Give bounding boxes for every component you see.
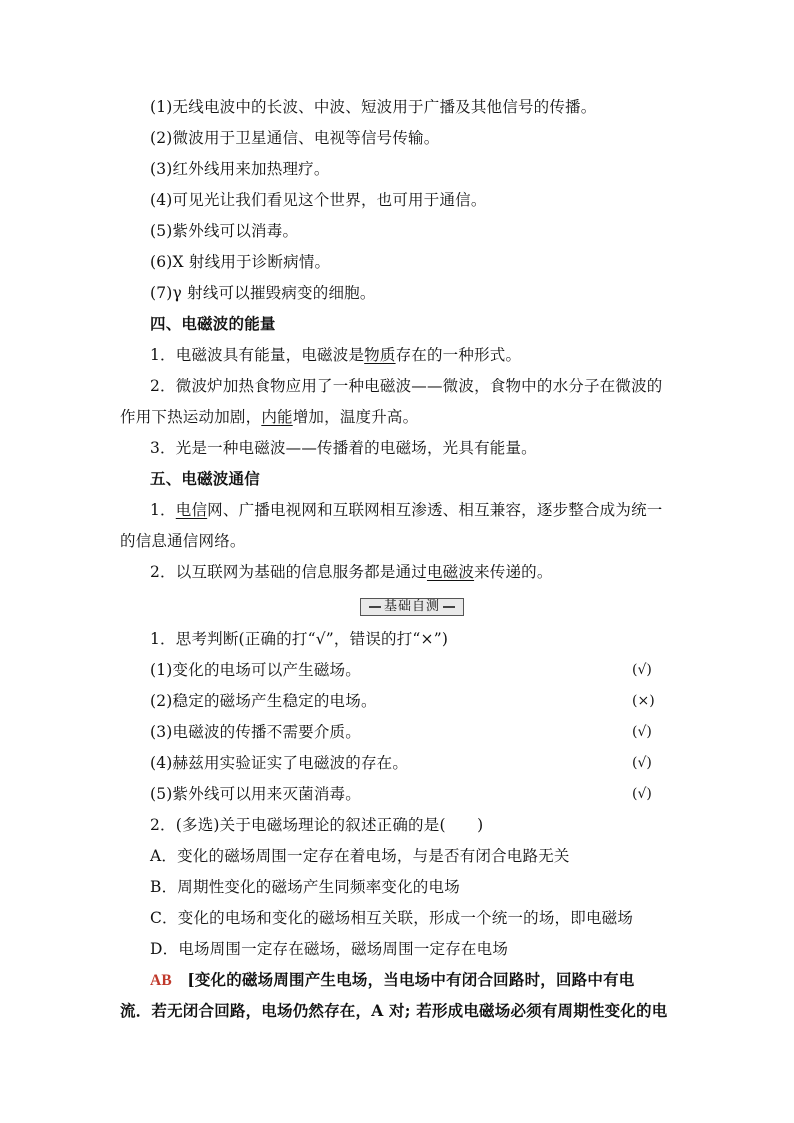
- question-2-title: 2．(多选)关于电磁场理论的叙述正确的是( ): [150, 816, 484, 834]
- option-c: C．变化的电场和变化的磁场相互关联，形成一个统一的场，即电磁场: [150, 909, 634, 927]
- communication-item-2: [150, 561, 553, 583]
- energy-item-1-post: 存在的一种形式。: [395, 346, 522, 364]
- explanation-text-1: [变化的磁场周围产生电场，当电场中有闭合回路时，回路中有电: [187, 970, 635, 989]
- banner-right-bar: [443, 606, 455, 608]
- use-gamma-ray: (7)γ 射线可以摧毁病变的细胞。: [150, 284, 376, 302]
- communication-item-1-blank: 电信: [175, 501, 208, 519]
- banner-title: 基础自测: [383, 599, 440, 614]
- use-ultraviolet: (5)紫外线可以消毒。: [150, 222, 299, 240]
- banner-left-bar: [369, 606, 381, 608]
- communication-item-1-pre: 1．: [150, 501, 176, 519]
- judge-item-2: (2)稳定的磁场产生稳定的电场。: [150, 692, 377, 710]
- judge-mark-1: (√): [632, 662, 652, 678]
- answer-explanation-line-2: 流．若无闭合回路，电场仍然存在，A 对; 若形成电磁场必须有周期性变化的电: [120, 1001, 668, 1020]
- energy-item-2-line-1: 2．微波炉加热食物应用了一种电磁波——微波，食物中的水分子在微波的: [150, 377, 663, 395]
- communication-item-2-blank: 电磁波: [426, 563, 475, 581]
- energy-item-1-blank: 物质: [364, 346, 396, 364]
- answer-label: AB: [150, 972, 172, 989]
- communication-item-1-line-2: 的信息通信网络。: [120, 532, 246, 550]
- judge-item-1: (1)变化的电场可以产生磁场。: [150, 661, 361, 679]
- energy-item-2-post: 增加，温度升高。: [292, 408, 419, 426]
- question-1-title: 1．思考判断(正确的打“√”，错误的打“×”): [150, 630, 449, 648]
- use-x-ray: (6)X 射线用于诊断病情。: [150, 253, 331, 271]
- section-heading-energy: 四、电磁波的能量: [150, 314, 276, 333]
- use-microwave: (2)微波用于卫星通信、电视等信号传输。: [150, 129, 440, 147]
- answer-explanation-line-1: [150, 969, 634, 992]
- energy-item-1-pre: 1．电磁波具有能量，电磁波是: [150, 346, 365, 364]
- energy-item-3: 3．光是一种电磁波——传播着的电磁场，光具有能量。: [150, 439, 537, 457]
- judge-item-5: (5)紫外线可以用来灭菌消毒。: [150, 785, 361, 803]
- use-infrared: (3)红外线用来加热理疗。: [150, 160, 330, 178]
- option-d: D．电场周围一定存在磁场，磁场周围一定存在电场: [150, 940, 509, 958]
- option-a: A．变化的磁场周围一定存在着电场，与是否有闭合电路无关: [150, 847, 570, 865]
- judge-mark-3: (√): [632, 724, 652, 740]
- communication-item-1: [150, 499, 662, 521]
- use-visible-light: (4)可见光让我们看见这个世界，也可用于通信。: [150, 191, 487, 209]
- energy-item-1: [150, 344, 521, 366]
- communication-item-1-post: 网、广播电视网和互联网相互渗透、相互兼容，逐步整合成为统一: [207, 501, 663, 519]
- judge-item-3: (3)电磁波的传播不需要介质。: [150, 723, 361, 741]
- judge-mark-5: (√): [632, 786, 652, 802]
- judge-mark-4: (√): [632, 755, 652, 771]
- section-heading-communication: 五、电磁波通信: [150, 469, 260, 488]
- use-radio-waves: (1)无线电波中的长波、中波、短波用于广播及其他信号的传播。: [150, 98, 597, 116]
- communication-item-2-pre: 2．以互联网为基础的信息服务都是通过: [150, 563, 427, 581]
- option-b: B．周期性变化的磁场产生同频率变化的电场: [150, 878, 460, 896]
- judge-mark-2: (×): [632, 693, 655, 709]
- energy-item-2-pre: 作用下热运动加剧，: [120, 408, 262, 426]
- self-test-banner: [360, 598, 464, 616]
- energy-item-2-line-2: [120, 406, 418, 428]
- judge-item-4: (4)赫兹用实验证实了电磁波的存在。: [150, 754, 409, 772]
- communication-item-2-post: 来传递的。: [474, 563, 553, 581]
- energy-item-2-blank: 内能: [261, 408, 293, 426]
